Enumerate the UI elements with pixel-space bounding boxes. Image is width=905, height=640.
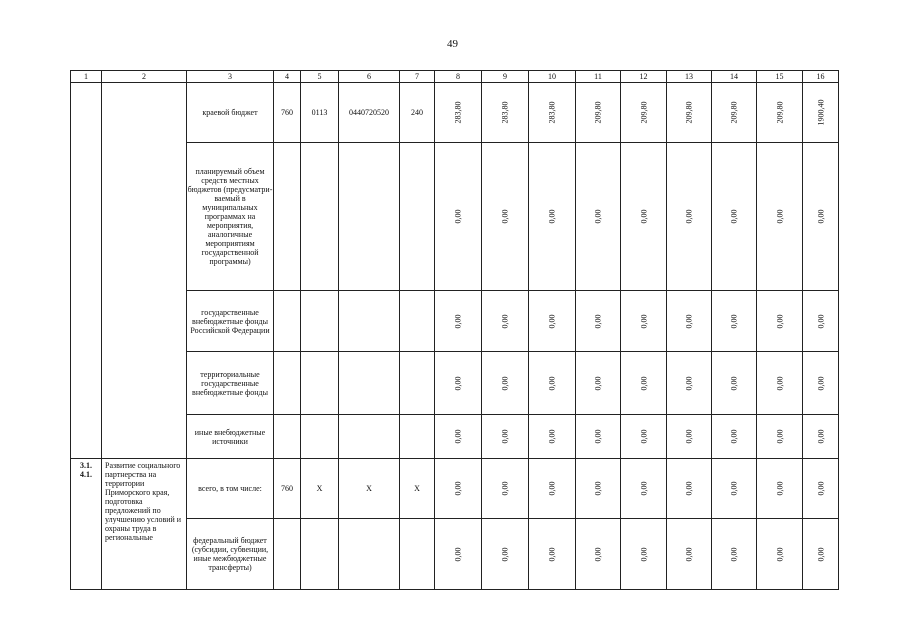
value-text: 0,00 [816,376,825,390]
value-text: 0,00 [684,314,694,328]
code-cell-c6 [339,291,400,352]
value-text: 0,00 [593,209,603,224]
value-text: 0,00 [593,376,603,390]
value-cell [435,459,482,519]
value-text: 0,00 [547,481,557,496]
value-text: 0,00 [500,547,510,561]
source-label: иные внебюджетные источники [187,415,274,459]
value-text: 0,00 [500,376,510,390]
value-cell [757,415,803,459]
value-text: 0,00 [500,209,510,224]
value-cell [482,83,529,143]
value-cell [712,459,757,519]
code-cell-c5: X [301,459,339,519]
value-text: 0,00 [453,429,463,444]
header-cell: 11 [576,71,621,83]
value-text: 0,00 [729,481,739,496]
code-cell-c6: 0440720520 [339,83,400,143]
source-label: планируемый объем средств местных бюджетов (предусматри-ваемый в муниципальных программах на мероприятия, аналогичные мероприятиям государственной программы) [187,143,274,291]
table-row [71,291,839,352]
code-cell-c4 [274,291,301,352]
header-cell: 3 [187,71,274,83]
code-cell-c7 [400,519,435,590]
value-cell [803,459,839,519]
value-cell [712,415,757,459]
value-cell [576,352,621,415]
header-cell: 12 [621,71,667,83]
value-cell [529,143,576,291]
table-row [71,83,839,143]
table-row [71,415,839,459]
value-cell [621,83,667,143]
table-row [71,352,839,415]
header-cell: 10 [529,71,576,83]
section-number: 3.1. 4.1. [71,459,102,590]
value-cell [667,352,712,415]
value-text: 283,80 [453,101,463,124]
value-cell [435,83,482,143]
code-cell-c4 [274,519,301,590]
header-cell: 14 [712,71,757,83]
code-cell-c6: X [339,459,400,519]
section-title: Развитие социального партнерства на территории Приморского края, подготовка предложений по улучшению условий и охраны труда в региональные [102,459,187,590]
value-text: 0,00 [684,429,694,444]
code-cell-c4: 760 [274,459,301,519]
value-cell [712,519,757,590]
value-cell [529,415,576,459]
value-text: 0,00 [684,376,694,390]
value-cell [803,415,839,459]
value-text: 0,00 [816,209,825,224]
value-cell [757,459,803,519]
header-cell: 13 [667,71,712,83]
code-cell-c4: 760 [274,83,301,143]
value-cell [482,519,529,590]
header-cell: 4 [274,71,301,83]
value-cell [757,143,803,291]
value-cell [435,291,482,352]
value-text: 0,00 [816,314,825,328]
value-text: 0,00 [816,481,825,496]
source-label: территориальные государственные внебюджетные фонды [187,352,274,415]
code-cell-c6 [339,415,400,459]
value-text: 0,00 [639,429,648,444]
code-cell-c4 [274,415,301,459]
value-text: 0,00 [639,209,648,224]
value-text: 0,00 [593,481,603,496]
value-cell [667,415,712,459]
code-cell-c7 [400,352,435,415]
value-text: 0,00 [816,429,825,444]
value-cell [803,519,839,590]
value-text: 0,00 [729,376,739,390]
value-cell [667,519,712,590]
value-cell [712,352,757,415]
value-cell [621,459,667,519]
header-cell: 1 [71,71,102,83]
code-cell-c4 [274,352,301,415]
source-label: государственные внебюджетные фонды Российской Федерации [187,291,274,352]
value-cell [621,291,667,352]
value-cell [803,352,839,415]
value-text: 283,80 [547,101,557,124]
table-row [71,143,839,291]
value-text: 0,00 [639,481,648,496]
code-cell-c5 [301,143,339,291]
code-cell-c7 [400,291,435,352]
value-cell [576,415,621,459]
header-row [71,71,839,83]
value-text: 0,00 [547,429,557,444]
code-cell-c5 [301,415,339,459]
value-cell [529,83,576,143]
value-text: 0,00 [639,547,648,561]
header-cell: 2 [102,71,187,83]
code-cell-c4 [274,143,301,291]
header-cell: 5 [301,71,339,83]
code-cell-c7 [400,143,435,291]
value-cell [576,83,621,143]
value-text: 0,00 [775,376,784,390]
value-text: 0,00 [775,429,784,444]
value-text: 0,00 [500,314,510,328]
value-cell [667,143,712,291]
code-cell-c7: X [400,459,435,519]
value-cell [482,459,529,519]
value-cell [757,291,803,352]
code-cell-c6 [339,519,400,590]
value-cell [482,415,529,459]
value-cell [529,519,576,590]
table-row [71,459,839,519]
value-text: 0,00 [547,376,557,390]
value-cell [757,519,803,590]
table-row [71,519,839,590]
value-text: 0,00 [684,481,694,496]
value-cell [712,143,757,291]
value-cell [482,143,529,291]
value-text: 0,00 [729,547,739,561]
value-cell [621,415,667,459]
value-text: 0,00 [453,209,463,224]
value-text: 209,80 [684,101,694,124]
value-cell [435,519,482,590]
code-cell-c7: 240 [400,83,435,143]
value-text: 0,00 [593,429,603,444]
value-text: 209,80 [593,101,603,124]
code-cell-c6 [339,352,400,415]
source-label: федеральный бюджет (субсидии, субвенции, иные межбюджетные трансферты) [187,519,274,590]
value-text: 0,00 [816,547,825,561]
value-cell [576,291,621,352]
value-cell [803,83,839,143]
header-cell: 9 [482,71,529,83]
value-cell [529,352,576,415]
value-text: 0,00 [775,314,784,328]
value-cell [576,519,621,590]
value-cell [529,459,576,519]
value-text: 209,80 [775,101,784,124]
value-cell [482,291,529,352]
value-text: 0,00 [775,547,784,561]
value-text: 0,00 [729,314,739,328]
value-text: 0,00 [593,314,603,328]
value-cell [621,352,667,415]
value-text: 1900,40 [816,99,825,126]
code-cell-c5: 0113 [301,83,339,143]
value-text: 0,00 [775,481,784,496]
value-text: 283,80 [500,101,510,124]
value-text: 0,00 [639,314,648,328]
value-cell [482,352,529,415]
value-text: 0,00 [453,481,463,496]
value-text: 0,00 [684,209,694,224]
value-cell [757,83,803,143]
value-cell [803,143,839,291]
value-text: 0,00 [639,376,648,390]
empty-title-cell [102,83,187,459]
code-cell-c7 [400,415,435,459]
page-number: 49 [447,38,458,50]
code-cell-c6 [339,143,400,291]
header-cell: 8 [435,71,482,83]
value-text: 0,00 [593,547,603,561]
budget-table [70,70,839,590]
value-cell [803,291,839,352]
header-cell: 16 [803,71,839,83]
code-cell-c5 [301,352,339,415]
value-cell [576,459,621,519]
value-text: 0,00 [453,314,463,328]
value-text: 0,00 [500,481,510,496]
value-text: 0,00 [684,547,694,561]
value-text: 0,00 [547,209,557,224]
header-cell: 6 [339,71,400,83]
value-cell [667,291,712,352]
value-text: 0,00 [729,209,739,224]
value-text: 0,00 [453,376,463,390]
value-cell [529,291,576,352]
value-text: 0,00 [547,314,557,328]
value-text: 0,00 [547,547,557,561]
empty-number-cell [71,83,102,459]
value-text: 209,80 [729,101,739,124]
value-text: 0,00 [500,429,510,444]
value-cell [757,352,803,415]
value-text: 0,00 [729,429,739,444]
value-cell [435,143,482,291]
value-cell [621,519,667,590]
header-cell: 15 [757,71,803,83]
source-label: краевой бюджет [187,83,274,143]
value-cell [435,352,482,415]
value-text: 0,00 [775,209,784,224]
source-label: всего, в том числе: [187,459,274,519]
value-cell [576,143,621,291]
table-body [71,71,839,590]
header-cell: 7 [400,71,435,83]
code-cell-c5 [301,519,339,590]
code-cell-c5 [301,291,339,352]
value-cell [667,83,712,143]
value-cell [667,459,712,519]
value-cell [435,415,482,459]
value-cell [712,291,757,352]
value-cell [712,83,757,143]
value-cell [621,143,667,291]
value-text: 0,00 [453,547,463,561]
value-text: 209,80 [639,101,648,124]
